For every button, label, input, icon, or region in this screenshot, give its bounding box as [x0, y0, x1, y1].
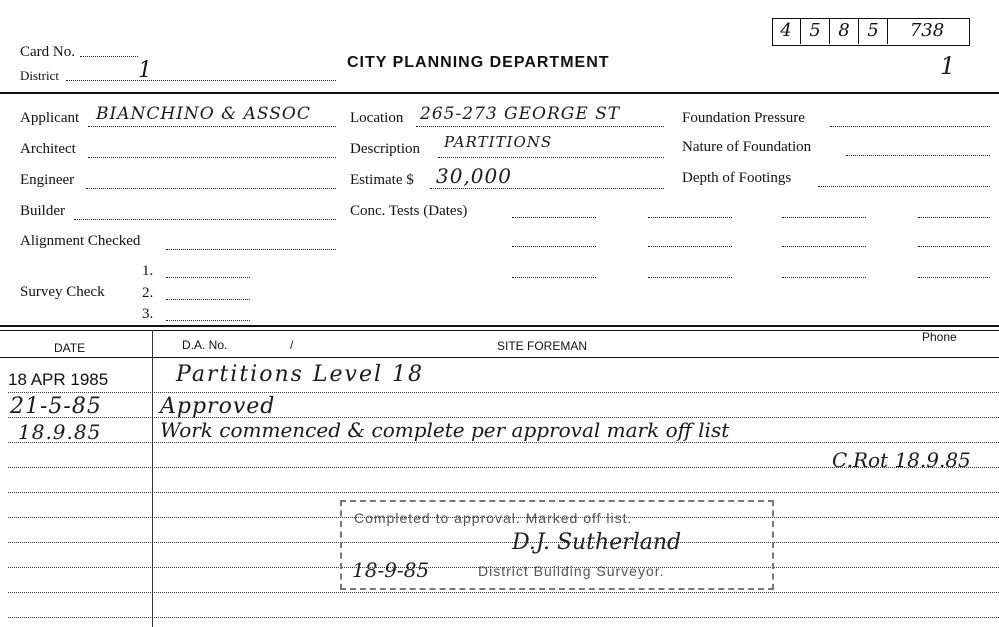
builder-line	[74, 219, 336, 220]
conc-test-line	[782, 217, 866, 218]
conc-test-line	[918, 277, 990, 278]
foundation-pressure-label: Foundation Pressure	[682, 110, 805, 126]
conc-test-line	[648, 217, 732, 218]
ref-digit: 4	[772, 18, 801, 44]
conc-test-line	[512, 277, 596, 278]
description-line	[438, 157, 664, 158]
card-no-line	[80, 56, 138, 57]
architect-line	[88, 157, 336, 158]
conc-test-line	[918, 246, 990, 247]
survey-line	[166, 277, 250, 278]
date-column-divider	[152, 330, 153, 627]
district-label: District	[20, 68, 59, 83]
foreman-initials: C.Rot 18.9.85	[832, 448, 971, 472]
description-value: PARTITIONS	[444, 133, 553, 151]
conc-test-line	[782, 277, 866, 278]
applicant-line	[88, 126, 336, 127]
ref-digit: 738	[909, 20, 945, 41]
depth-footings-label: Depth of Footings	[682, 170, 792, 186]
table-row-date: 21-5-85	[10, 394, 102, 419]
stamp-line-1: Completed to approval. Marked off list.	[354, 510, 633, 526]
conc-test-line	[512, 246, 596, 247]
applicant-value: BIANCHINO & ASSOC	[96, 104, 311, 124]
ref-digit: 8	[830, 18, 859, 44]
card-no-label: Card No.	[20, 44, 75, 60]
table-row-line	[8, 592, 999, 593]
estimate-label: Estimate $	[350, 172, 414, 188]
phone-column-header: Phone	[922, 330, 957, 344]
survey-check-label: Survey Check	[20, 284, 105, 300]
stamp-line-3: District Building Surveyor.	[478, 563, 665, 579]
header-divider	[0, 92, 999, 94]
nature-foundation-line	[846, 155, 990, 156]
page-title: CITY PLANNING DEPARTMENT	[347, 54, 610, 71]
survey-num: 2.	[142, 285, 154, 301]
location-label: Location	[350, 110, 404, 126]
alignment-line	[166, 249, 336, 250]
table-row-date: 18 APR 1985	[8, 370, 109, 389]
stamp-signature: D.J. Sutherland	[512, 530, 682, 555]
estimate-line	[430, 188, 664, 189]
table-row-line	[8, 392, 999, 393]
table-row-date: 18.9.85	[18, 420, 102, 444]
location-line	[416, 126, 664, 127]
survey-line	[166, 299, 250, 300]
ref-digit: 5	[859, 18, 888, 44]
location-value: 265-273 GEORGE ST	[420, 104, 621, 124]
conc-tests-label: Conc. Tests (Dates)	[350, 203, 468, 219]
table-top-rule-2	[0, 330, 999, 331]
table-row-line	[8, 617, 999, 618]
table-row-text: Approved	[160, 394, 276, 419]
conc-test-line	[648, 246, 732, 247]
table-header-rule	[0, 357, 999, 358]
builder-label: Builder	[20, 203, 65, 219]
applicant-label: Applicant	[20, 110, 80, 126]
architect-label: Architect	[20, 141, 76, 157]
ref-digit: 5	[801, 18, 830, 44]
date-column-header: DATE	[54, 341, 86, 355]
description-label: Description	[350, 141, 420, 157]
conc-test-line	[918, 217, 990, 218]
alignment-label: Alignment Checked	[20, 233, 141, 249]
survey-line	[166, 320, 250, 321]
table-row-line	[8, 442, 999, 443]
conc-test-line	[648, 277, 732, 278]
da-no-mark: /	[290, 338, 294, 352]
site-foreman-column-header: SITE FOREMAN	[497, 339, 588, 353]
engineer-line	[86, 188, 336, 189]
district-line	[66, 80, 336, 81]
survey-num: 3.	[142, 306, 154, 322]
foundation-pressure-line	[830, 126, 990, 127]
conc-test-line	[782, 246, 866, 247]
table-top-rule	[0, 325, 999, 327]
conc-test-line	[512, 217, 596, 218]
nature-foundation-label: Nature of Foundation	[682, 139, 812, 155]
survey-num: 1.	[142, 263, 154, 279]
engineer-label: Engineer	[20, 172, 75, 188]
reference-sub-mark: 1	[940, 52, 957, 80]
table-row-text: Partitions Level 18	[176, 362, 424, 387]
depth-footings-line	[818, 186, 990, 187]
da-no-column-header: D.A. No.	[182, 338, 228, 352]
approval-stamp	[340, 500, 774, 590]
district-value: 1	[138, 58, 153, 83]
estimate-value: 30,000	[436, 164, 512, 188]
table-row-line	[8, 492, 999, 493]
stamp-date: 18-9-85	[352, 558, 430, 582]
table-row-text: Work commenced & complete per approval mark off list	[160, 418, 730, 442]
reference-number-box	[772, 18, 982, 52]
